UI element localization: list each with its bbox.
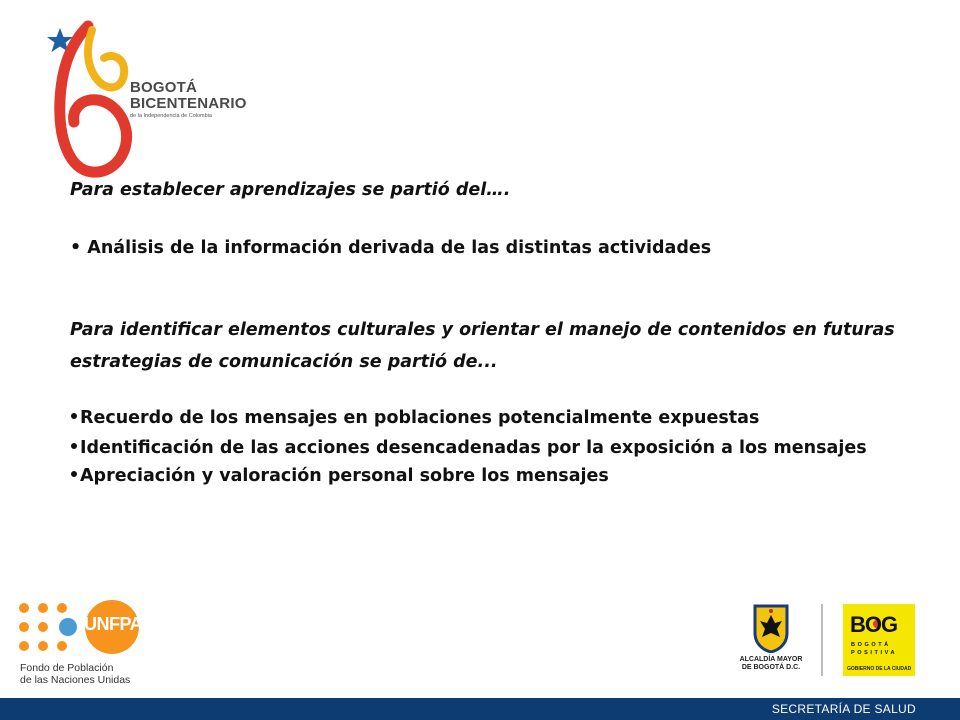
bog-wordmark: BOG bbox=[850, 612, 898, 637]
bog-line1: BOGOTÁ bbox=[851, 642, 891, 648]
bicentenario-wordmark bbox=[130, 80, 247, 119]
bullet-item-apreciacion bbox=[70, 466, 609, 486]
bicentenario-line1: BOGOTÁ bbox=[130, 79, 198, 96]
bog-line2: POSITIVA bbox=[851, 650, 898, 656]
intro-establecer: Para establecer aprendizajes se partió del…. bbox=[70, 180, 511, 200]
bicentenario-line2: BICENTENARIO bbox=[130, 95, 247, 112]
bicentenario-subtitle: de la Independencia de Colombia bbox=[130, 113, 212, 119]
unfpa-caption-line1: Fondo de Población bbox=[20, 662, 114, 674]
bullet-dot-icon bbox=[71, 443, 77, 449]
bullet-text: Identificación de las acciones desencadenadas por la exposición a los mensajes bbox=[80, 438, 867, 458]
intro-identificar-line1: Para identificar elementos culturales y orientar el manejo de contenidos en futuras bbox=[70, 320, 895, 340]
bullet-item-identificacion bbox=[70, 438, 867, 458]
bog-line3: GOBIERNO DE LA CIUDAD bbox=[847, 666, 912, 672]
bullet-item-analisis bbox=[70, 238, 711, 258]
unfpa-name: UNFPA bbox=[84, 614, 143, 634]
footer-bar bbox=[0, 698, 960, 720]
bullet-item-recuerdo bbox=[70, 408, 759, 428]
alcaldia-label bbox=[730, 656, 812, 672]
alcaldia-line2: DE BOGOTÁ D.C. bbox=[741, 664, 801, 671]
unfpa-caption-line2: de las Naciones Unidas bbox=[20, 674, 131, 686]
bullet-text: Análisis de la información derivada de las distintas actividades bbox=[87, 238, 712, 258]
bullet-dot-icon bbox=[71, 413, 77, 419]
intro-identificar-line2: estrategias de comunicación se partió de... bbox=[70, 352, 498, 372]
bullet-text: Apreciación y valoración personal sobre los mensajes bbox=[80, 466, 609, 486]
alcaldia-logo bbox=[730, 603, 812, 681]
bogota-positiva-logo bbox=[843, 604, 915, 676]
bullet-text: Recuerdo de los mensajes en poblaciones potencialmente expuestas bbox=[80, 408, 760, 428]
footer-label: SECRETARÍA DE SALUD bbox=[771, 702, 916, 716]
un-emblem-icon bbox=[59, 618, 77, 636]
logo-divider bbox=[821, 604, 823, 676]
unfpa-logo bbox=[18, 600, 158, 690]
bullet-dot-icon bbox=[71, 471, 77, 477]
bogota-bicentenario-logo bbox=[40, 20, 270, 180]
unfpa-caption bbox=[20, 662, 130, 686]
bullet-marker-icon: • bbox=[70, 238, 88, 258]
bogota-coat-of-arms-icon bbox=[752, 603, 790, 653]
alcaldia-line1: ALCALDÍA MAYOR bbox=[739, 656, 803, 663]
